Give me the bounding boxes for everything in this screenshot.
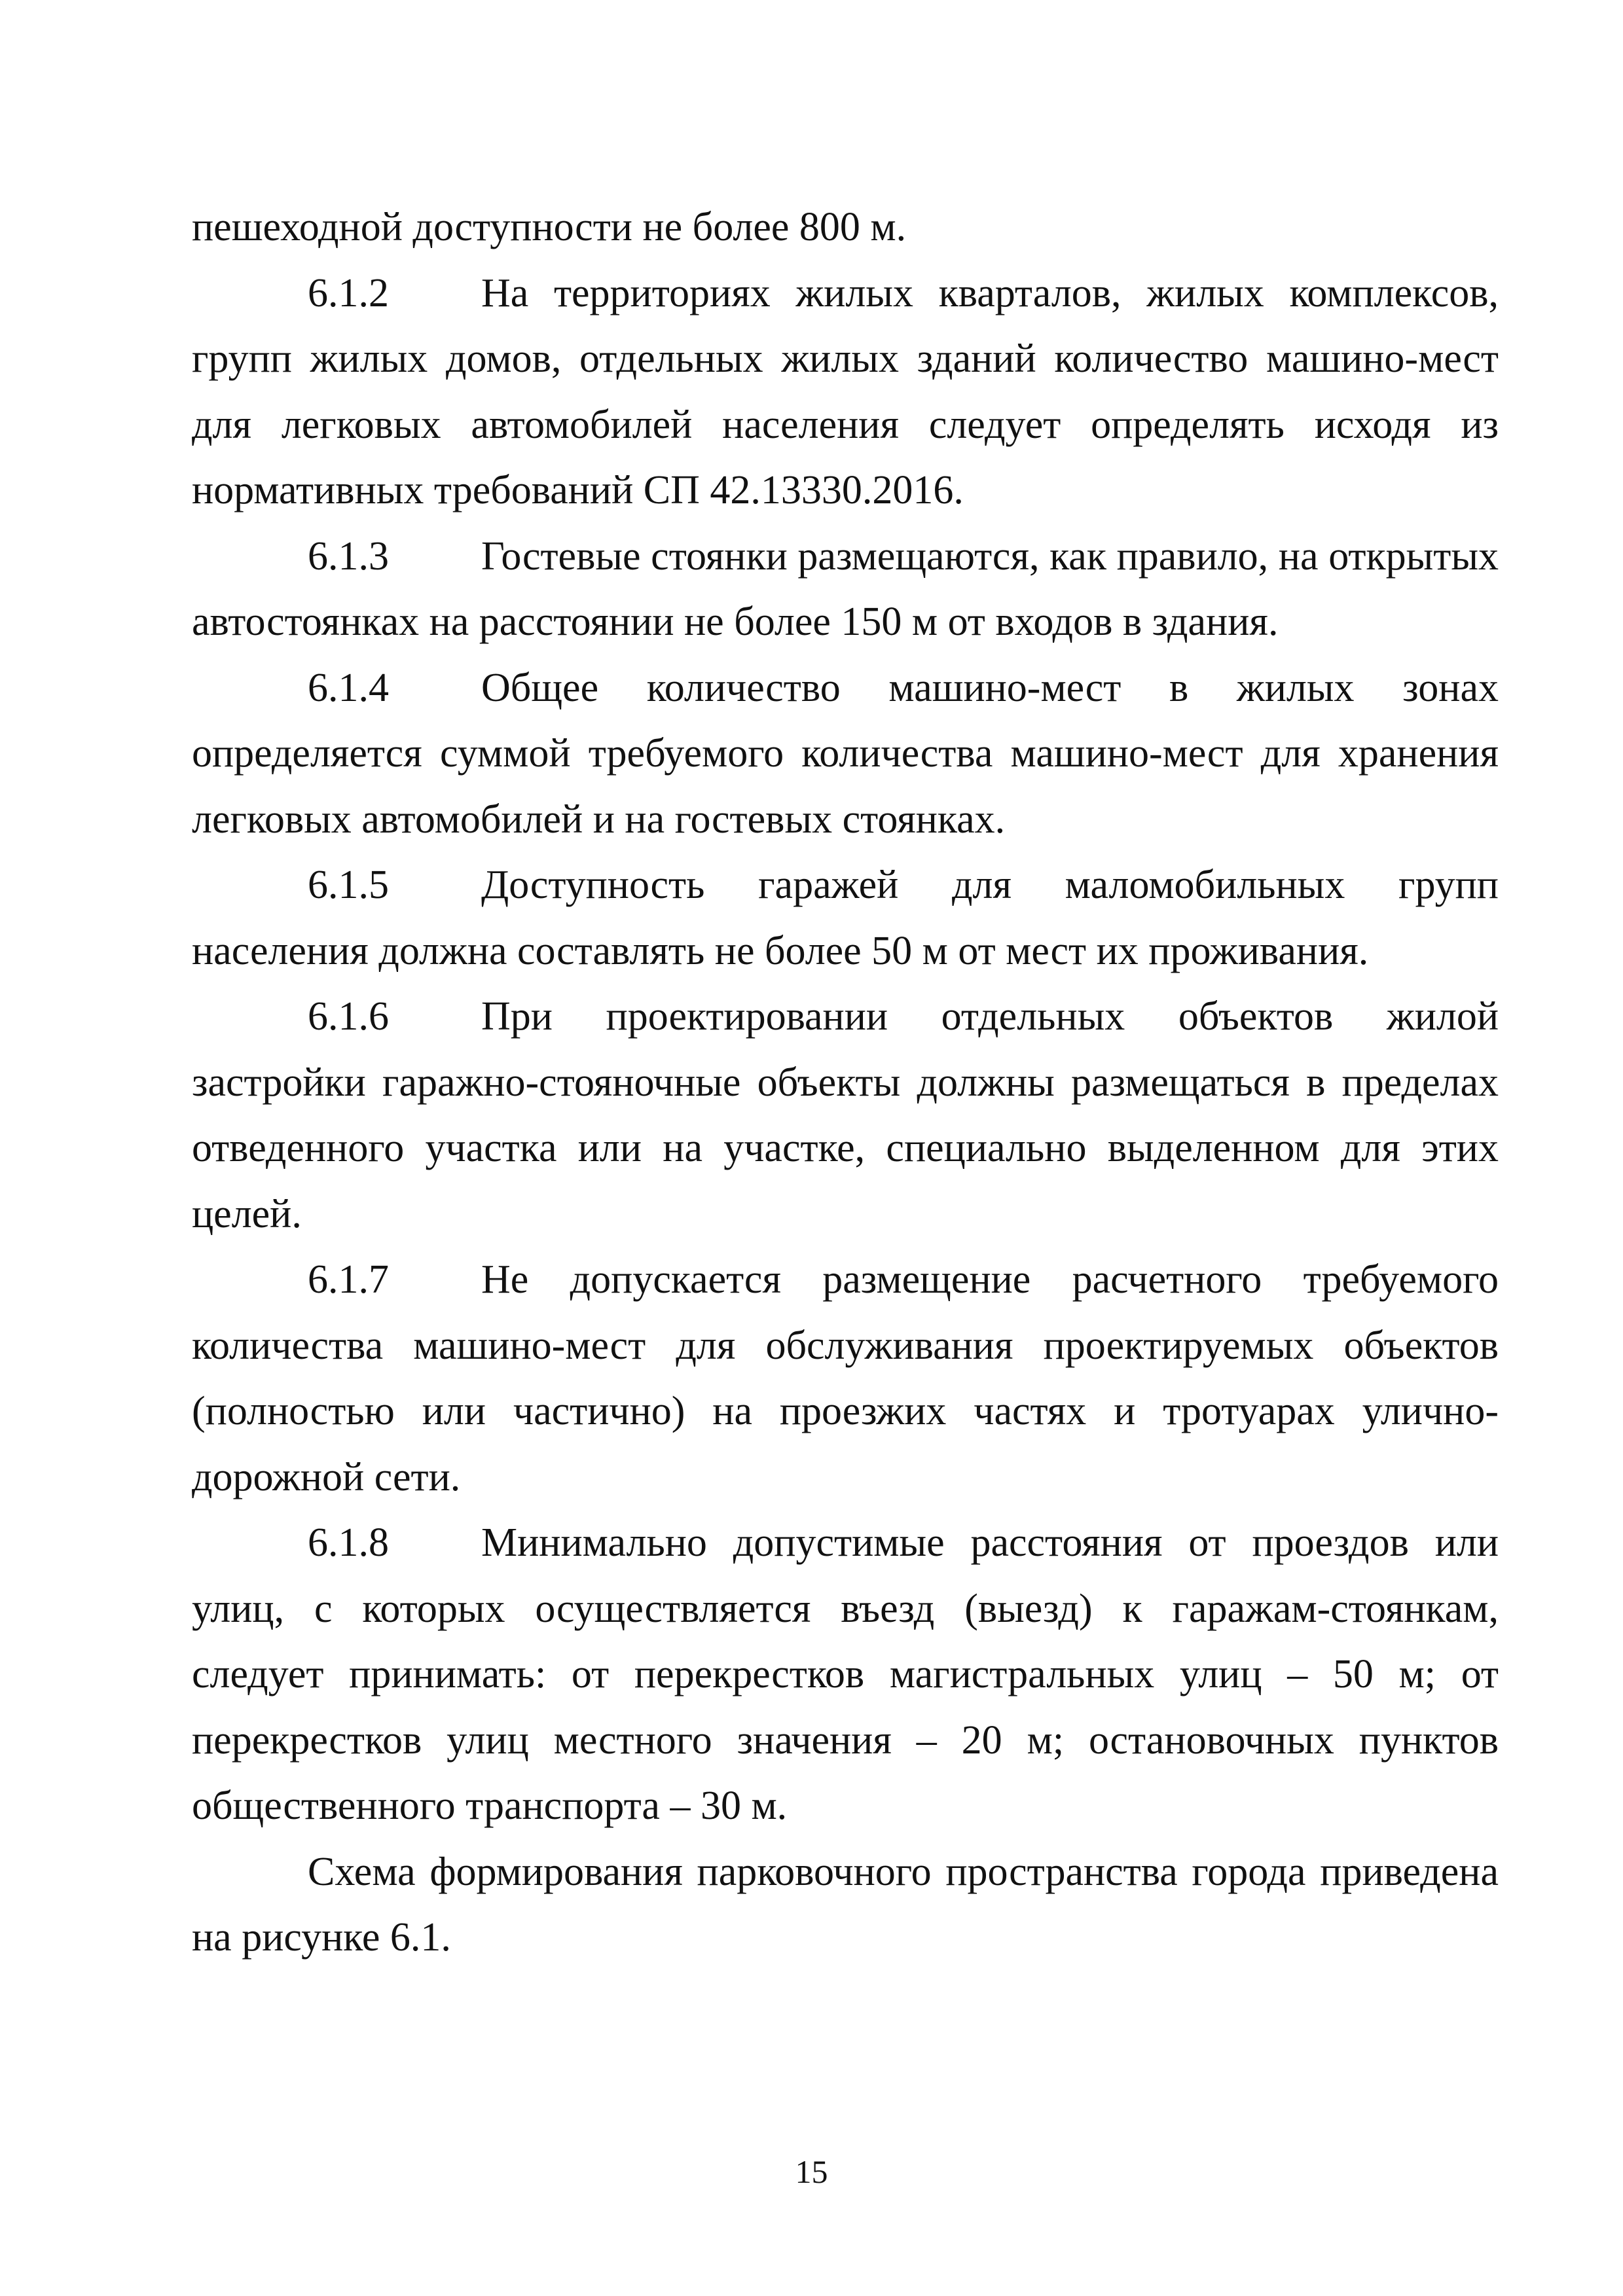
body-text: [192, 194, 1499, 1971]
clause-text: Минимально допустимые расстояния от проездов или улиц, с которых осуществляется въезд (выезд) к гаражам-стоянкам, следует принимать: от перекрестков магистральных улиц – 50 м; от перекрестков улиц местного значения – 20 м; остановочных пунктов общественного транспорта – 30 м.: [192, 1520, 1499, 1828]
clause-6-1-8: [192, 1510, 1499, 1839]
clause-number: 6.1.4: [308, 665, 389, 710]
clause-number: 6.1.7: [308, 1257, 389, 1302]
clause-text: Доступность гаражей для маломобильных групп населения должна составлять не более 50 м от мест их проживания.: [192, 863, 1499, 973]
closing-paragraph: Схема формирования парковочного пространства города приведена на рисунке 6.1.: [192, 1849, 1499, 1960]
clause-6-1-4: [192, 655, 1499, 853]
clause-number: 6.1.2: [308, 270, 389, 315]
clause-number: 6.1.3: [308, 533, 389, 579]
clause-text: Не допускается размещение расчетного требуемого количества машино-мест для обслуживания проектируемых объектов (полностью или частично) на проезжих частях и тротуарах улично-дорожной сети.: [192, 1257, 1499, 1499]
clause-6-1-5: [192, 852, 1499, 984]
clause-number: 6.1.5: [308, 863, 389, 907]
clause-text: На территориях жилых кварталов, жилых комплексов, групп жилых домов, отдельных жилых зданий количество машино-мест для легковых автомобилей населения следует определять исходя из нормативных требований СП 42.13330.2016.: [192, 270, 1499, 512]
clause-text: Гостевые стоянки размещаются, как правило, на открытых автостоянках на расстоянии не более 150 м от входов в здания.: [192, 533, 1499, 644]
intro-line: пешеходной доступности не более 800 м.: [192, 205, 907, 249]
page-number: 15: [795, 2153, 828, 2190]
clause-6-1-6: [192, 984, 1499, 1247]
clause-text: При проектировании отдельных объектов жилой застройки гаражно-стояночные объекты должны размещаться в пределах отведенного участка или на участке, специально выделенном для этих целей.: [192, 994, 1499, 1236]
clause-6-1-7: [192, 1247, 1499, 1510]
clause-number: 6.1.6: [308, 994, 389, 1039]
clause-6-1-2: [192, 260, 1499, 524]
clause-6-1-3: [192, 524, 1499, 655]
clause-text: Общее количество машино-мест в жилых зонах определяется суммой требуемого количества машино-мест для хранения легковых автомобилей и на гостевых стоянках.: [192, 665, 1499, 842]
clause-number: 6.1.8: [308, 1520, 389, 1565]
